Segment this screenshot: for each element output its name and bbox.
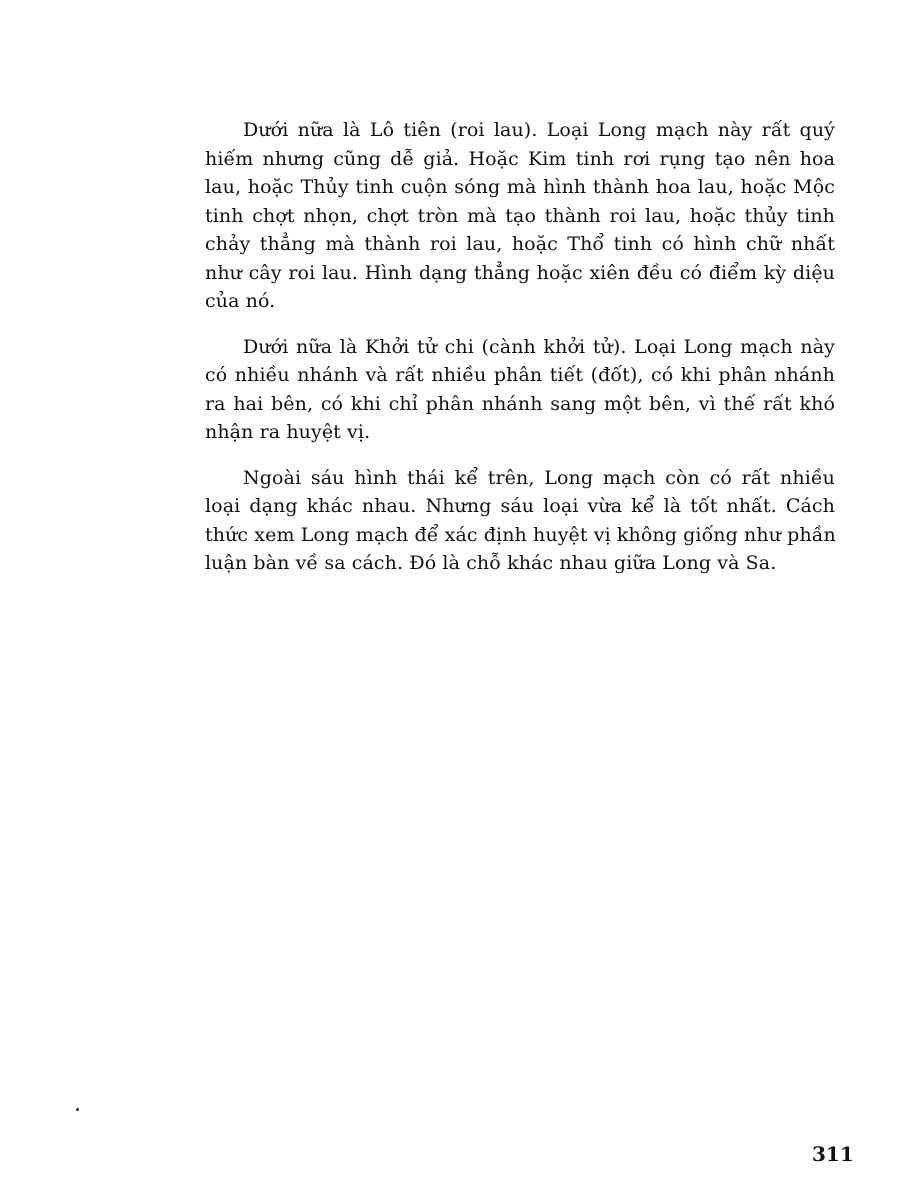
paragraph-lo-tien <box>205 116 835 316</box>
text-line: loại dạng khác nhau. Nhưng sáu loại vừa kể là tốt nhất. Cách <box>205 495 835 517</box>
text-line: có nhiều nhánh và rất nhiều phân tiết (đốt), có khi phân nhánh <box>205 364 835 386</box>
paragraph-khoi-tu-chi <box>205 333 835 447</box>
text-line: lau, hoặc Thủy tinh cuộn sóng mà hình thành hoa lau, hoặc Mộc <box>205 176 835 198</box>
text-line: thức xem Long mạch để xác định huyệt vị không giống như phần <box>205 523 836 546</box>
paragraph-conclusion <box>205 464 835 578</box>
text-line: tinh chợt nhọn, chợt tròn mà tạo thành roi lau, hoặc thủy tinh <box>205 204 835 227</box>
page-number: 311 <box>812 1142 854 1166</box>
text-line: hiếm nhưng cũng dễ giả. Hoặc Kim tinh rơi rụng tạo nên hoa <box>205 147 835 170</box>
text-line: luận bàn về sa cách. Đó là chỗ khác nhau giữa Long và Sa. <box>205 552 777 574</box>
text-line: ra hai bên, có khi chỉ phân nhánh sang một bên, vì thế rất khó <box>205 392 835 415</box>
text-line: của nó. <box>205 290 276 312</box>
text-line: Dưới nữa là Lô tiên (roi lau). Loại Long mạch này rất quý <box>243 119 835 141</box>
text-line: nhận ra huyệt vị. <box>205 421 371 443</box>
text-line: chảy thẳng mà thành roi lau, hoặc Thổ tinh có hình chữ nhất <box>205 233 835 255</box>
text-line: Dưới nữa là Khởi tử chi (cành khởi tử). Loại Long mạch này <box>243 335 835 358</box>
text-line: như cây roi lau. Hình dạng thẳng hoặc xiên đều có điểm kỳ diệu <box>205 261 835 284</box>
body-text <box>205 116 835 595</box>
scan-speck <box>76 1108 79 1111</box>
text-line: Ngoài sáu hình thái kể trên, Long mạch còn có rất nhiều <box>243 466 835 489</box>
